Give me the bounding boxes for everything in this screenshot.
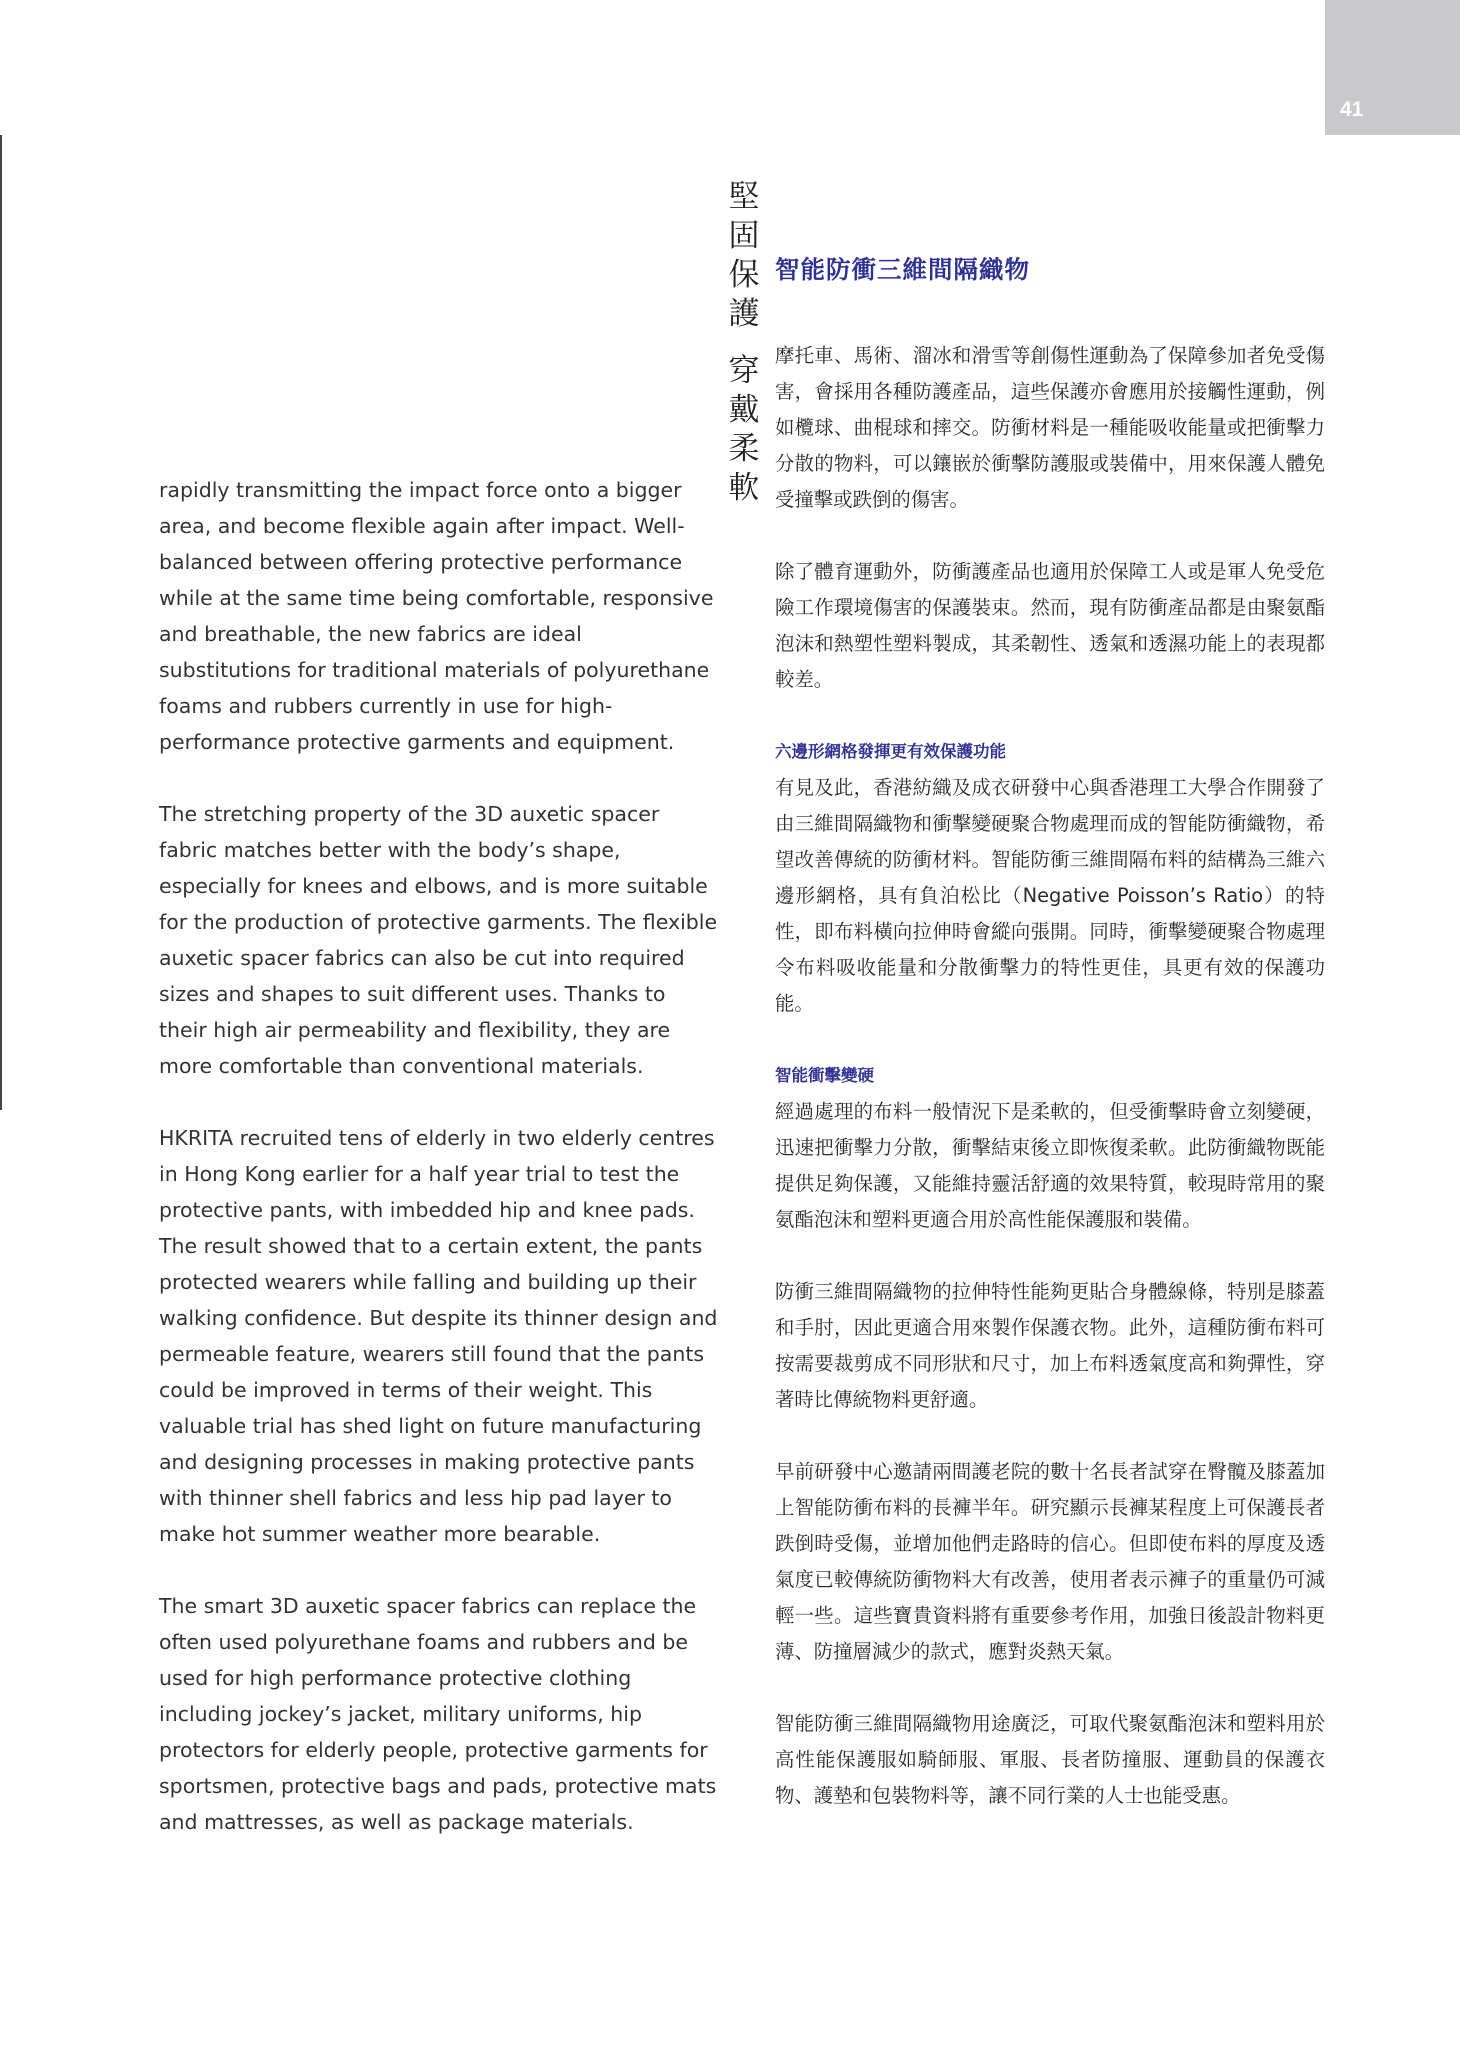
english-paragraph-1: rapidly transmitting the impact force onto a bigger area, and become flexible again after impact. Well-balanced between offering protective performance while at the same time being comfortable, responsive and breathable, the new fabrics are ideal substitutions for traditional materials of polyurethane foams and rubbers currently in use for high-performance protective garments and equipment.: [159, 478, 714, 754]
chinese-subhead-stiffening: 智能衝擊變硬: [775, 1066, 874, 1085]
chinese-section-stiffening-1: 經過處理的布料一般情況下是柔軟的，但受衝擊時會立刻變硬，迅速把衝擊力分散，衝擊結束後立即恢復柔軟。此防衝織物既能提供足夠保護，又能維持靈活舒適的效果特質，較現時常用的聚氨酯泡沫和塑料更適合用於高性能保護服和裝備。: [775, 1100, 1325, 1231]
vertical-title-char: 堅: [728, 179, 760, 215]
chinese-subhead-hexagon: 六邊形網格發揮更有效保護功能: [775, 742, 1006, 761]
chinese-section-stiffening-4: 智能防衝三維間隔織物用途廣泛，可取代聚氨酯泡沫和塑料用於高性能保護服如騎師服、軍服、長者防撞服、運動員的保護衣物、護墊和包裝物料等，讓不同行業的人士也能受惠。: [775, 1712, 1325, 1807]
chinese-section-stiffening-2: 防衝三維間隔織物的拉伸特性能夠更貼合身體線條，特別是膝蓋和手肘，因此更適合用來製作保護衣物。此外，這種防衝布料可按需要裁剪成不同形狀和尺寸，加上布料透氣度高和夠彈性，穿著時比傳統物料更舒適。: [775, 1280, 1325, 1411]
vertical-title-char: 軟: [728, 470, 760, 506]
english-column: [159, 472, 719, 1876]
chinese-section-stiffening-3: 早前研發中心邀請兩間護老院的數十名長者試穿在臀髖及膝蓋加上智能防衝布料的長褲半年。研究顯示長褲某程度上可保護長者跌倒時受傷，並增加他們走路時的信心。但即使布料的厚度及透氣度已較傳統防衝物料大有改善，使用者表示褲子的重量仍可減輕一些。這些寶貴資料將有重要參考作用，加強日後設計物料更薄、防撞層減少的款式，應對炎熱天氣。: [775, 1460, 1325, 1663]
english-paragraph-2: The stretching property of the 3D auxetic spacer fabric matches better with the body’s shape, especially for knees and elbows, and is more suitable for the production of protective garments. The flexible auxetic spacer fabrics can also be cut into required sizes and shapes to suit different uses. Thanks to their high air permeability and flexibility, they are more comfortable than conventional materials.: [159, 802, 718, 1078]
left-margin-rule: [0, 135, 2, 1110]
vertical-title: [724, 178, 764, 508]
chinese-title: 智能防衝三維間隔織物: [775, 255, 1030, 284]
english-paragraph-3: HKRITA recruited tens of elderly in two elderly centres in Hong Kong earlier for a half year trial to test the protective pants, with imbedded hip and knee pads. The result showed that to a certain extent, the pants protected wearers while falling and building up their walking confidence. But despite its thinner design and permeable feature, wearers still found that the pants could be improved in terms of their weight. This valuable trial has shed light on future manufacturing and designing processes in making protective pants with thinner shell fabrics and less hip pad layer to make hot summer weather more bearable.: [159, 1126, 718, 1546]
chinese-intro-1: 摩托車、馬術、溜冰和滑雪等創傷性運動為了保障參加者免受傷害，會採用各種防護產品，這些保護亦會應用於接觸性運動，例如欖球、曲棍球和摔交。防衝材料是一種能吸收能量或把衝擊力分散的物料，可以鑲嵌於衝擊防護服或裝備中，用來保護人體免受撞擊或跌倒的傷害。: [775, 344, 1325, 511]
vertical-title-char: 戴: [728, 392, 760, 428]
vertical-title-char: 柔: [728, 431, 760, 467]
vertical-title-char: 保: [728, 257, 760, 293]
chinese-section-hexagon: 有見及此，香港紡織及成衣研發中心與香港理工大學合作開發了由三維間隔織物和衝擊變硬聚合物處理而成的智能防衝織物，希望改善傳統的防衝材料。智能防衝三維間隔布料的結構為三維六邊形網格，具有負泊松比（Negative Poisson’s Ratio）的特性，即布料橫向拉伸時會縱向張開。同時，衝擊變硬聚合物處理令布料吸收能量和分散衝擊力的特性更佳，具更有效的保護功能。: [775, 776, 1325, 1015]
vertical-title-char: 護: [728, 296, 760, 332]
vertical-title-char: 穿: [728, 353, 760, 389]
page-number: 41: [1340, 98, 1364, 121]
chinese-column: [775, 252, 1325, 1850]
english-paragraph-4: The smart 3D auxetic spacer fabrics can replace the often used polyurethane foams and rubbers and be used for high performance protective clothing including jockey’s jacket, military uniforms, hip protectors for elderly people, protective garments for sportsmen, protective bags and pads, protective mats and mattresses, as well as package materials.: [159, 1594, 717, 1834]
vertical-title-gap: [724, 334, 764, 352]
vertical-title-char: 固: [728, 218, 760, 254]
chinese-intro-2: 除了體育運動外，防衝護產品也適用於保障工人或是軍人免受危險工作環境傷害的保護裝束。然而，現有防衝產品都是由聚氨酯泡沫和熱塑性塑料製成，其柔韌性、透氣和透濕功能上的表現都較差。: [775, 560, 1325, 691]
